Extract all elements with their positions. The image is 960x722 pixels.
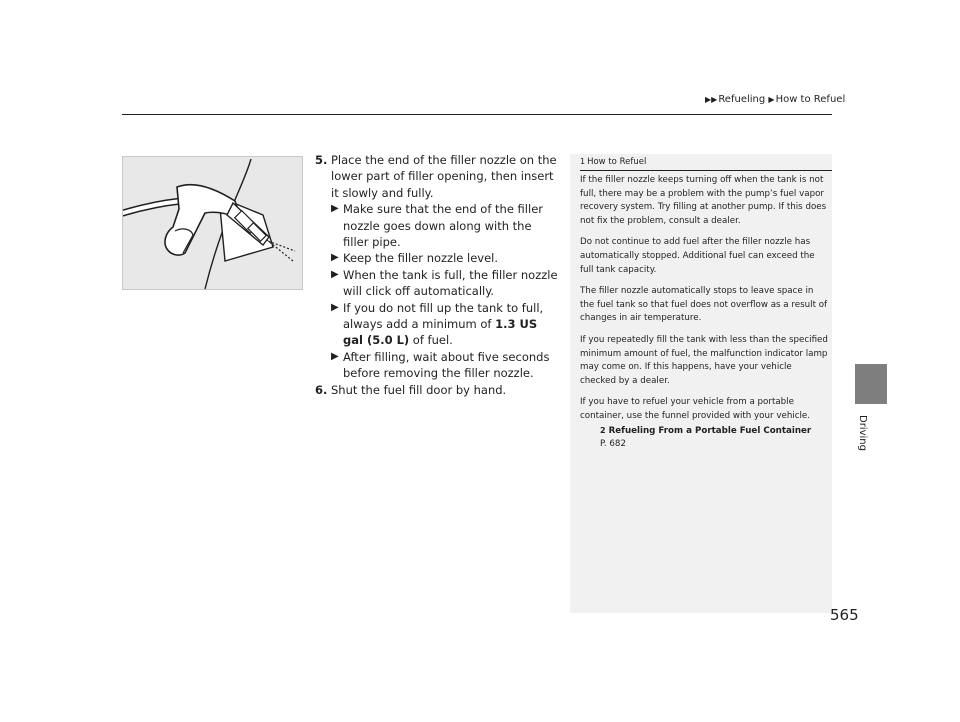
sub-step-text: After filling, wait about five seconds before removing the filler nozzle.: [343, 349, 550, 381]
note-panel: [570, 154, 832, 613]
cross-reference-page: P. 682: [600, 439, 626, 450]
sub-step: [315, 250, 560, 266]
step-number: 5.: [315, 153, 328, 167]
sub-step: [315, 300, 560, 349]
page-number: 565: [830, 606, 859, 624]
sub-step-text: If you do not fill up the tank to full, always add a minimum of: [343, 300, 544, 332]
step-text: Place the end of the filler nozzle on the lower part of filler opening, then insert it slowly and fully.: [331, 153, 557, 200]
sub-step: [315, 201, 560, 250]
step-number: 6.: [315, 382, 328, 397]
cross-reference-icon: 2: [600, 425, 606, 435]
sub-step-text: When the tank is full, the filler nozzle will click off automatically.: [343, 267, 558, 299]
sub-step: [315, 349, 560, 382]
arrow-right-icon: ▶: [331, 350, 339, 362]
triangle-right-icon: ▶▶: [705, 95, 718, 104]
sub-step-text: Keep the filler nozzle level.: [343, 251, 499, 266]
arrow-right-icon: ▶: [331, 268, 339, 280]
sub-step-text: Make sure that the end of the filler nozzle goes down along with the filler pipe.: [343, 202, 543, 250]
note-reference-icon: 1: [580, 157, 586, 166]
fuel-nozzle-illustration: [122, 156, 303, 290]
note-paragraph: Do not continue to add fuel after the filler nozzle has automatically stopped. Additional fuel can exceed the full tank capacity.: [580, 237, 815, 275]
sub-step: [315, 267, 560, 300]
note-title: [580, 157, 832, 171]
breadcrumb-item-how-to-refuel[interactable]: How to Refuel: [775, 94, 846, 105]
section-tab[interactable]: [855, 364, 887, 404]
step-6: [315, 382, 560, 398]
breadcrumb: [705, 94, 845, 105]
note-paragraph: The filler nozzle automatically stops to leave space in the fuel tank so that fuel does not overflow as a result of changes in air temperature.: [580, 286, 828, 324]
breadcrumb-item-refueling[interactable]: Refueling: [718, 94, 766, 105]
note-body: [580, 174, 830, 452]
sub-step-text: of fuel.: [409, 333, 453, 348]
arrow-right-icon: ▶: [331, 301, 339, 313]
cross-reference-title: Refueling From a Portable Fuel Container: [608, 425, 812, 436]
cross-reference-link[interactable]: [580, 424, 830, 452]
note-paragraph: If you repeatedly fill the tank with less than the specified minimum amount of fuel, the malfunction indicator lamp may come on. If this happens, have your vehicle checked by a dealer.: [580, 334, 828, 386]
note-title-text: How to Refuel: [587, 157, 647, 167]
minimum-fuel-amount: 1.3 US gal (5.0 L): [343, 317, 538, 348]
procedure-steps: [315, 152, 560, 398]
triangle-right-icon: ▶: [768, 95, 775, 104]
section-tab-label: Driving: [857, 415, 868, 451]
step-5: [315, 152, 560, 201]
note-paragraph: If the filler nozzle keeps turning off when the tank is not full, there may be a problem with the pump’s fuel vapor recovery system. Try filling at another pump. If this does not fix the problem, consult a dealer.: [580, 175, 827, 226]
step-text: Shut the fuel fill door by hand.: [331, 382, 507, 397]
arrow-right-icon: ▶: [331, 252, 339, 264]
header-rule: [122, 114, 832, 115]
arrow-right-icon: ▶: [331, 203, 339, 215]
note-paragraph: If you have to refuel your vehicle from a portable container, use the funnel provided with your vehicle.: [580, 397, 811, 421]
fuel-nozzle-icon: [123, 157, 302, 289]
